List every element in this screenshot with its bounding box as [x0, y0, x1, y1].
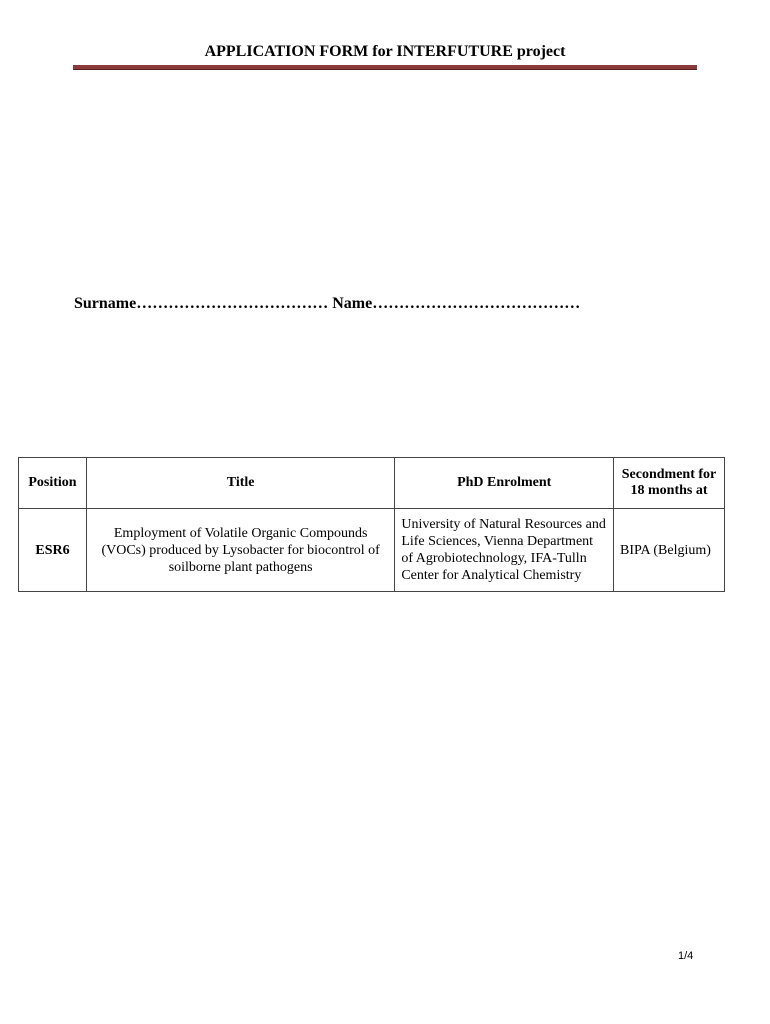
applicant-name-line: [74, 295, 580, 313]
header-title: Title: [86, 458, 394, 509]
title-divider: [73, 65, 697, 69]
header-secondment: Secondment for 18 months at: [614, 458, 725, 509]
cell-title: Employment of Volatile Organic Compounds (VOCs) produced by Lysobacter for biocontrol of soilborne plant pathogens: [86, 509, 394, 592]
surname-field[interactable]: ………………………………: [136, 295, 329, 312]
cell-secondment: BIPA (Belgium): [614, 509, 725, 592]
surname-label: Surname: [74, 295, 137, 312]
cell-position: ESR6: [19, 509, 87, 592]
header-phd-enrolment: PhD Enrolment: [395, 458, 614, 509]
name-field[interactable]: …………………………………: [372, 295, 581, 312]
page-number: 1/4: [678, 950, 694, 962]
cell-phd-enrolment: University of Natural Resources and Life Sciences, Vienna Department of Agrobiotechnology, IFA-Tulln Center for Analytical Chemistry: [395, 509, 614, 592]
name-label: Name: [332, 295, 373, 312]
page-title: APPLICATION FORM for INTERFUTURE project: [204, 43, 566, 60]
positions-table: [18, 457, 725, 592]
table-row: [19, 509, 725, 592]
table-header-row: [19, 458, 725, 509]
header-position: Position: [19, 458, 87, 509]
